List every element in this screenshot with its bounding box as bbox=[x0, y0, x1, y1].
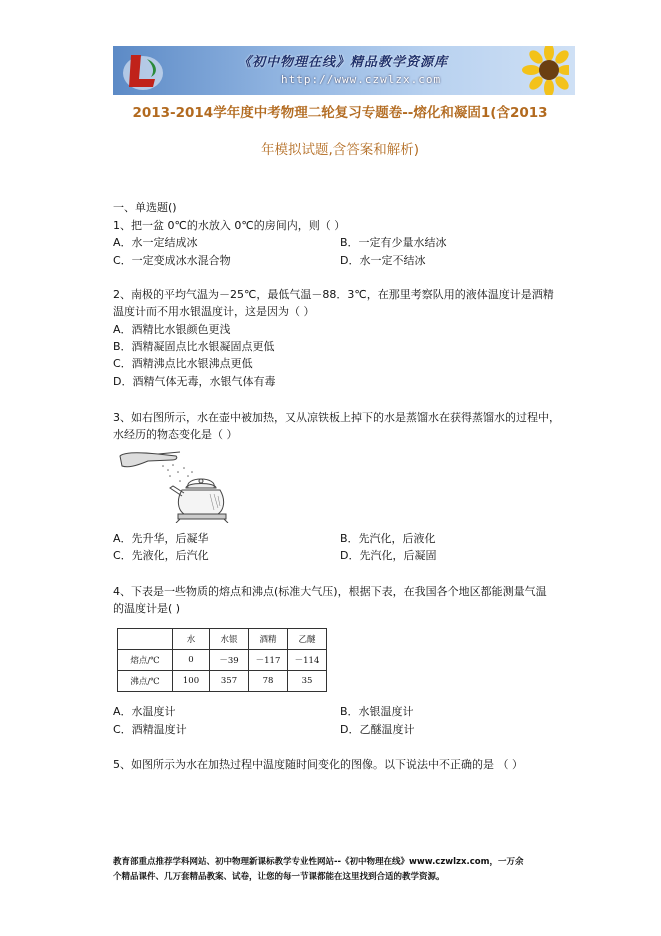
q3-option-c: C．先液化，后汽化 bbox=[113, 549, 209, 562]
q4-option-b: B．水银温度计 bbox=[340, 705, 414, 718]
document-title-line1: 2013-2014学年度中考物理二轮复习专题卷--熔化和凝固1(含2013 bbox=[132, 105, 548, 121]
q1-option-c: C．一定变成冰水混合物 bbox=[113, 254, 231, 267]
table-cell: －117 bbox=[249, 650, 288, 671]
q2-option-a: A．酒精比水银颜色更浅 bbox=[113, 323, 231, 336]
q4-option-c: C．酒精温度计 bbox=[113, 723, 187, 736]
melting-boiling-table bbox=[117, 628, 327, 692]
table-cell: 0 bbox=[173, 650, 210, 671]
table-cell: 357 bbox=[210, 671, 249, 692]
q4-stem-line1: 4、下表是一些物质的熔点和沸点(标准大气压)，根据下表，在我国各个地区都能测量气温 bbox=[113, 585, 547, 598]
sunflower-icon bbox=[519, 46, 569, 95]
q2-stem-line1: 2、南极的平均气温为－25℃，最低气温－88．3℃，在那里考察队用的液体温度计是酒精 bbox=[113, 288, 554, 301]
table-cell: 100 bbox=[173, 671, 210, 692]
table-header-cell: 水 bbox=[173, 629, 210, 650]
q3-option-d: D．先汽化，后凝固 bbox=[340, 549, 437, 562]
footer-line1: 教育部重点推荐学科网站、初中物理新课标教学专业性网站--《初中物理在线》www.czwlzx.com，一万余 bbox=[113, 857, 524, 867]
banner-title: 《初中物理在线》精品教学资源库 bbox=[238, 55, 449, 70]
table-cell: 熔点/℃ bbox=[118, 650, 173, 671]
q2-option-c: C．酒精沸点比水银沸点更低 bbox=[113, 357, 253, 370]
table-header-cell: 酒精 bbox=[249, 629, 288, 650]
table-cell: 78 bbox=[249, 671, 288, 692]
q5-stem: 5、如图所示为水在加热过程中温度随时间变化的图像。以下说法中不正确的是 （ ） bbox=[113, 758, 523, 771]
q3-stem-line2: 水经历的物态变化是（ ） bbox=[113, 428, 238, 441]
table-row bbox=[118, 671, 327, 692]
q1-stem: 1、把一盆 0℃的水放入 0℃的房间内，则（ ） bbox=[113, 219, 346, 232]
table-cell: －39 bbox=[210, 650, 249, 671]
q1-option-b: B．一定有少量水结冰 bbox=[340, 236, 447, 249]
document-title-line2: 年模拟试题,含答案和解析) bbox=[260, 142, 420, 158]
q4-stem-line2: 的温度计是( ) bbox=[113, 602, 181, 615]
q4-option-d: D．乙醚温度计 bbox=[340, 723, 415, 736]
table-cell: 35 bbox=[288, 671, 327, 692]
footer-line2: 个精品课件、几万套精品教案、试卷，让您的每一节课都能在这里找到合适的教学资源。 bbox=[113, 872, 445, 882]
page-footer bbox=[113, 855, 563, 885]
header-banner bbox=[113, 46, 575, 95]
q1-option-d: D．水一定不结冰 bbox=[340, 254, 426, 267]
table-row bbox=[118, 650, 327, 671]
table-header-cell: 水银 bbox=[210, 629, 249, 650]
site-logo-icon bbox=[121, 49, 165, 93]
banner-url: http://www.czwlzx.com bbox=[281, 73, 442, 86]
q2-option-b: B．酒精凝固点比水银凝固点更低 bbox=[113, 340, 275, 353]
q3-option-a: A．先升华，后凝华 bbox=[113, 532, 209, 545]
kettle-distillation-figure bbox=[118, 448, 238, 523]
table-header-cell bbox=[118, 629, 173, 650]
q2-stem-line2: 温度计而不用水银温度计，这是因为（ ） bbox=[113, 305, 315, 318]
q1-option-a: A．水一定结成冰 bbox=[113, 236, 198, 249]
table-header-row bbox=[118, 629, 327, 650]
table-header-cell: 乙醚 bbox=[288, 629, 327, 650]
q3-stem-line1: 3、如右图所示，水在壶中被加热，又从凉铁板上掉下的水是蒸馏水在获得蒸馏水的过程中， bbox=[113, 411, 560, 424]
table-cell: －114 bbox=[288, 650, 327, 671]
q3-option-b: B．先汽化，后液化 bbox=[340, 532, 436, 545]
q2-option-d: D．酒精气体无毒，水银气体有毒 bbox=[113, 375, 276, 388]
q4-option-a: A．水温度计 bbox=[113, 705, 176, 718]
section-heading: 一、单选题() bbox=[113, 201, 177, 214]
table-cell: 沸点/℃ bbox=[118, 671, 173, 692]
